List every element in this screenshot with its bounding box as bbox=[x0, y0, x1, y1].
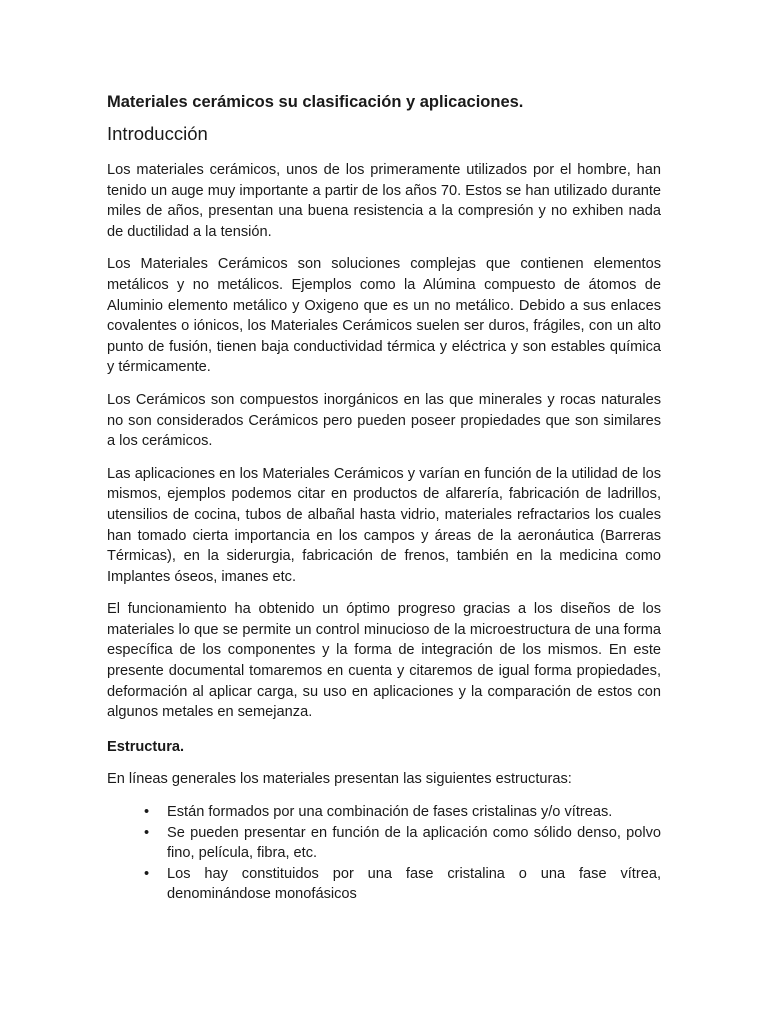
list-item-text: Se pueden presentar en función de la aplicación como sólido denso, polvo fino, película, fibra, etc. bbox=[167, 824, 661, 862]
paragraph-1: Los materiales cerámicos, unos de los primeramente utilizados por el hombre, han tenido un auge muy importante a partir de los años 70. Estos se han utilizado durante miles de años, presentan una buena resistencia a la compresión y no exhiben nada de ductilidad a la tensión. bbox=[107, 162, 661, 240]
paragraph-5: El funcionamiento ha obtenido un óptimo progreso gracias a los diseños de los materiales lo que se permite un control minucioso de la microestructura de una forma específica de los componentes y la forma de integración de los mismos. En este presente documental tomaremos en cuenta y citaremos de igual forma propiedades, deformación al aplicar carga, su uso en aplicaciones y la comparación de estos con algunos metales en semejanza. bbox=[107, 601, 661, 721]
heading-estructura: Estructura. bbox=[107, 738, 185, 755]
list-item bbox=[107, 864, 661, 905]
structure-intro: En líneas generales los materiales presentan las siguientes estructuras: bbox=[107, 771, 572, 788]
paragraph-4: Las aplicaciones en los Materiales Cerámicos y varían en función de la utilidad de los mismos, ejemplos podemos citar en productos de alfarería, fabricación de ladrillos, utensilios de cocina, tubos de albañal hasta vidrio, materiales refractarios los cuales han tomado cierta importancia en los campos y áreas de la aeronáutica (Barreras Térmicas), en la siderurgia, fabricación de frenos, también en la medicina como Implantes óseos, imanes etc. bbox=[107, 465, 661, 585]
document-page bbox=[107, 92, 661, 905]
list-item-text: Los hay constituidos por una fase cristalina o una fase vítrea, denominándose monofásicos bbox=[167, 865, 661, 903]
bullet-icon: • bbox=[144, 824, 150, 841]
paragraph-2: Los Materiales Cerámicos son soluciones complejas que contienen elementos metálicos y no metálicos. Ejemplos como la Alúmina compuesto de átomos de Aluminio elemento metálico y Oxigeno que es un no metálico. Debido a sus enlaces covalentes o iónicos, los Materiales Cerámicos suelen ser duros, frágiles, con un alto punto de fusión, tienen baja conductividad térmica y eléctrica y son estables química y térmicamente. bbox=[107, 256, 661, 376]
paragraph-3: Los Cerámicos son compuestos inorgánicos en las que minerales y rocas naturales no son considerados Cerámicos pero pueden poseer propiedades que son similares a los cerámicos. bbox=[107, 391, 661, 450]
list-item bbox=[107, 802, 661, 823]
heading-introduccion: Introducción bbox=[107, 123, 208, 144]
list-item-text: Están formados por una combinación de fases cristalinas y/o vítreas. bbox=[167, 804, 613, 821]
structure-bullet-list bbox=[107, 802, 661, 905]
list-item bbox=[107, 823, 661, 864]
document-title: Materiales cerámicos su clasificación y aplicaciones. bbox=[107, 93, 524, 111]
bullet-icon: • bbox=[144, 865, 150, 882]
bullet-icon: • bbox=[144, 804, 150, 821]
